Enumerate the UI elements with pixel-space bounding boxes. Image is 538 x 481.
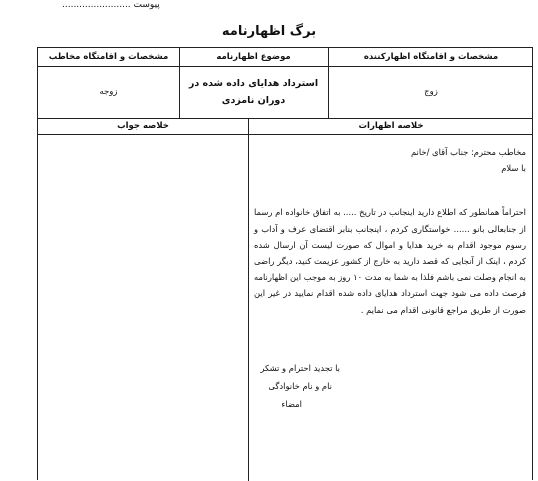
header-statements: خلاصه اظهارات [358, 121, 424, 131]
summary-col-divider [248, 118, 249, 481]
attachment-label: پیوست [133, 0, 160, 10]
declarant-value: زوج [424, 87, 438, 97]
statement-body [254, 144, 526, 318]
header-declarant: مشخصات و اقامتگاه اظهارکننده [363, 52, 499, 62]
addressee-value: زوجه [99, 87, 118, 97]
declaration-form [37, 47, 533, 480]
closing-line: با تجدید احترام و تشکر [260, 363, 340, 373]
greeting: با سلام [501, 163, 526, 174]
signature-line: امضاء [281, 399, 302, 409]
summary-header-divider [38, 134, 532, 135]
attachment-line [62, 0, 160, 10]
header-reply: خلاصه جواب [117, 121, 169, 131]
salutation: مخاطب محترم: جناب آقای /خانم [410, 147, 526, 157]
subject-value: استرداد هدایای داده شده در دوران نامزدی [188, 78, 319, 106]
name-line: نام و نام خانوادگی [268, 381, 332, 391]
page-title: برگ اظهارنامه [221, 24, 317, 39]
statement-paragraph: احتراماً همانطور که اطلاع دارید اینجانب در تاریخ ..... به اتفاق خانواده ام رسما از جنابعالی بانو ...... خواستگاری کردم ، اینجانب بنابر اقتضای عرف و آداب و رسوم موجود اقدام به خرید هدایا و اموال که صورت لیست آن ارسال شده کردم ، اینک از آنجایی که قصد دارید به خارج از کشور عزیمت کنید، دیگر راضی به انجام وصلت نمی باشم فلذا به شما به مدت ۱۰ روز به موجب این اظهارنامه فرصت داده می شود جهت استرداد هدایای داده شده اقدام نمایید در غیر این صورت از طریق مراجع قانونی اقدام می نمایم . [254, 207, 527, 315]
header-addressee: مشخصات و اقامتگاه مخاطب [48, 52, 169, 62]
header-subject: موضوع اظهارنامه [216, 52, 291, 62]
attachment-value: ........................ [62, 0, 131, 10]
